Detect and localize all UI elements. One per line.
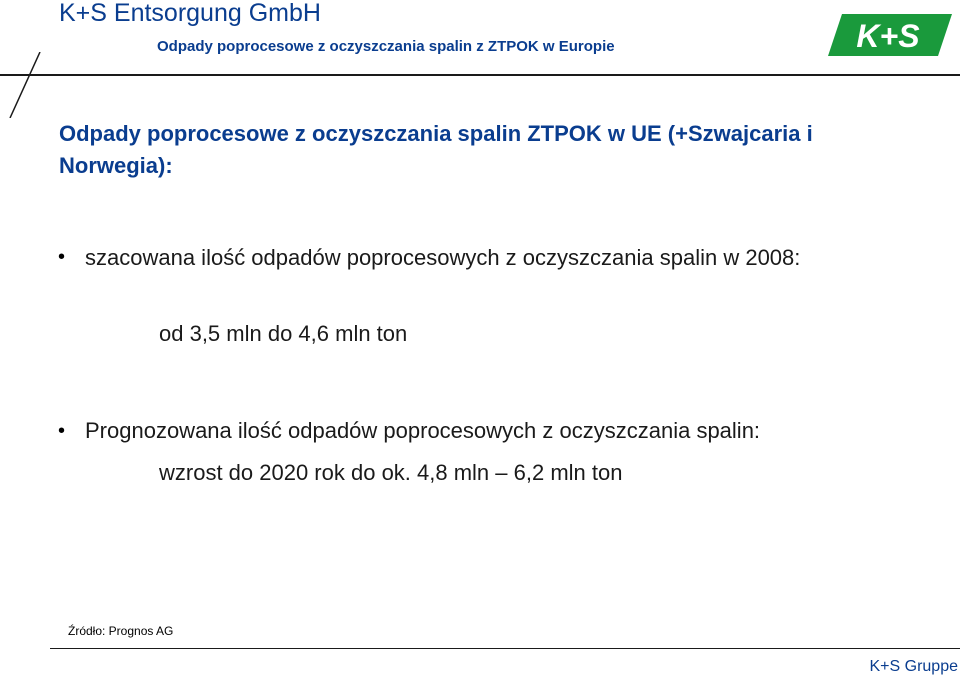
bullet-marker: •: [58, 420, 66, 442]
header-divider: [0, 74, 960, 76]
ks-logo-text: K+S: [856, 18, 920, 54]
bullet-2-subtext: wzrost do 2020 rok do ok. 4,8 mln – 6,2 mln ton: [159, 460, 623, 485]
footer-brand: K+S Gruppe: [869, 658, 958, 675]
header-slash-decoration: [0, 52, 50, 118]
bullet-1-subtext: od 3,5 mln do 4,6 mln ton: [159, 321, 408, 346]
source-note: Źródło: Prognos AG: [68, 624, 174, 638]
company-name: K+S Entsorgung GmbH: [59, 0, 321, 27]
slide-subtitle: Odpady poprocesowe z oczyszczania spalin z ZTPOK w Europie: [157, 38, 615, 55]
ks-logo: [828, 12, 952, 58]
bullet-2-text: Prognozowana ilość odpadów poprocesowych z oczyszczania spalin:: [85, 418, 761, 443]
slide-headline: Odpady poprocesowe z oczyszczania spalin ZTPOK w UE (+Szwajcaria i Norwegia):: [59, 121, 813, 178]
bullet-marker: •: [58, 246, 66, 268]
footer-divider: [50, 648, 960, 649]
bullet-1-text: szacowana ilość odpadów poprocesowych z oczyszczania spalin w 2008:: [85, 245, 801, 270]
